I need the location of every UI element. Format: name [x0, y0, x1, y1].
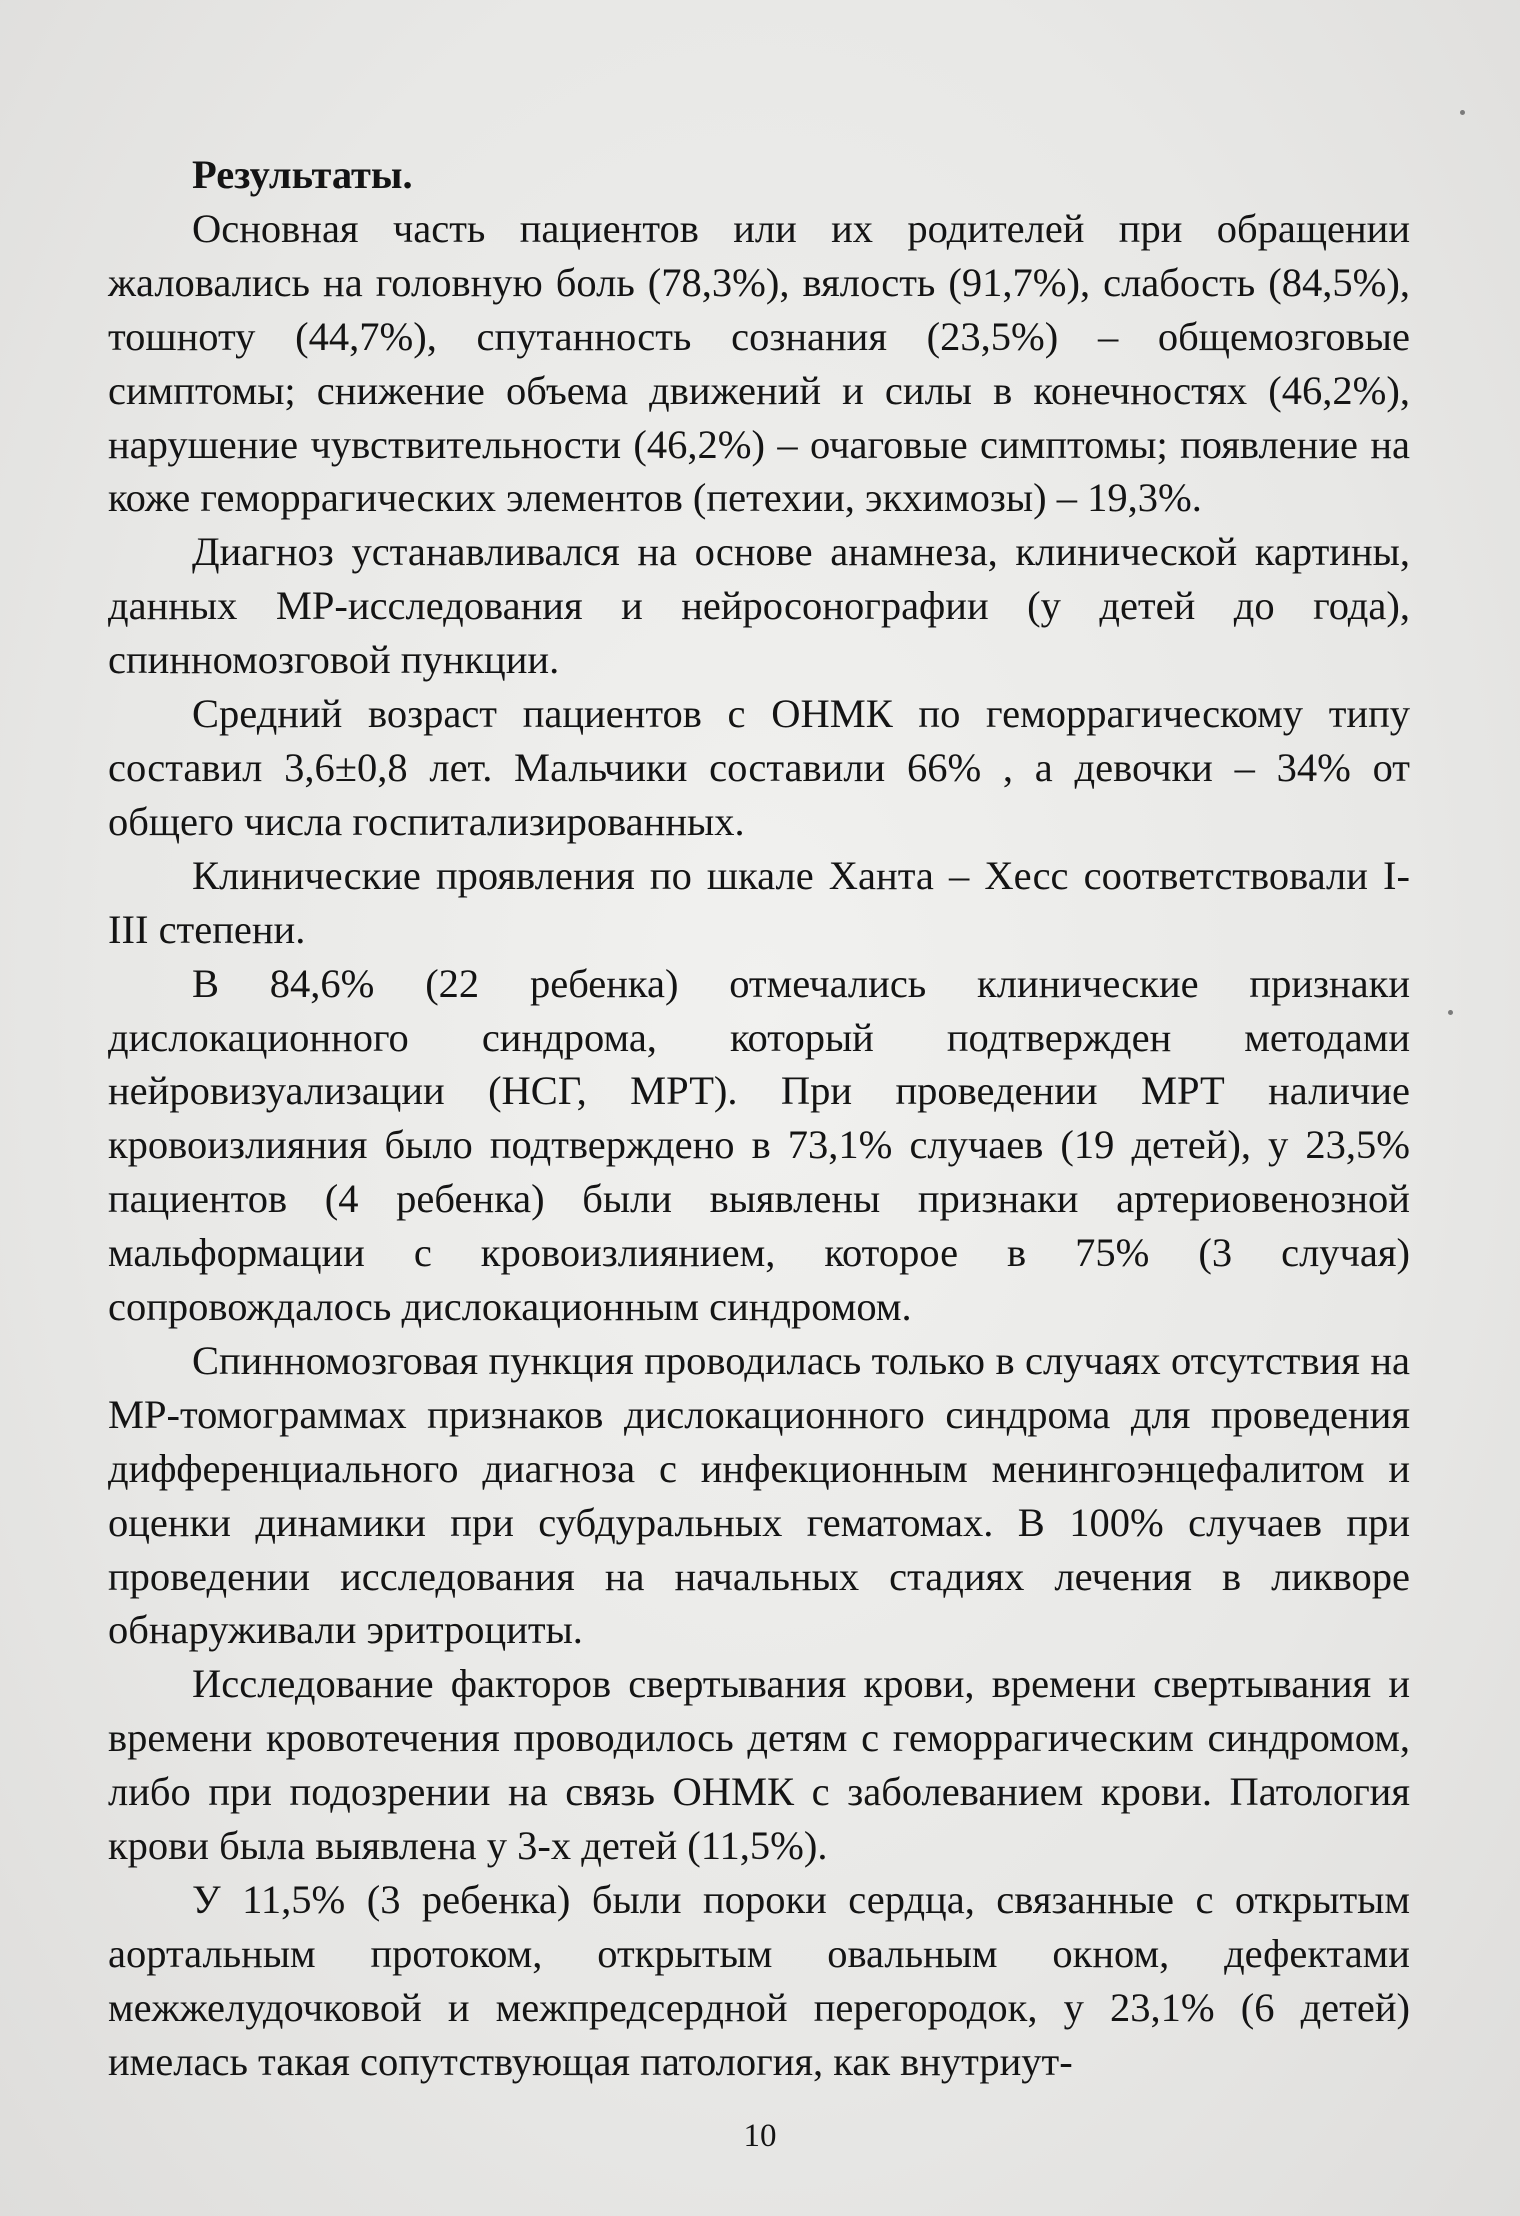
- paragraph: Диагноз устанавливался на основе анамнеза, клинической картины, данных МР-исследования и нейросонографии (у детей до года), спинномозговой пункции.: [108, 529, 1410, 683]
- page-number: 10: [743, 2118, 777, 2154]
- paragraph: Исследование факторов свертывания крови, времени свертывания и времени кровотечения проводилось детям с геморрагическим синдромом, либо при подозрении на связь ОНМК с заболеванием крови. Патология крови была выявлена у 3-х детей (11,5%).: [108, 1661, 1410, 1869]
- paragraph: У 11,5% (3 ребенка) были пороки сердца, связанные с открытым аортальным протоком, открытым овальным окном, дефектами межжелудочковой и межпредсердной перегородок, у 23,1% (6 детей) имелась такая сопутствующая патология, как внутриут-: [108, 1877, 1410, 2084]
- paragraph: В 84,6% (22 ребенка) отмечались клинические признаки дислокационного синдрома, который подтвержден методами нейровизуализации (НСГ, МРТ). При проведении МРТ наличие кровоизлияния было подтверждено в 73,1% случаев (19 детей), у 23,5% пациентов (4 ребенка) были выявлены признаки артериовенозной мальформации с кровоизлиянием, которое в 75% (3 случая) сопровождалось дислокационным синдромом.: [108, 960, 1410, 1330]
- scan-speck: [1448, 1010, 1453, 1015]
- paragraph: Спинномозговая пункция проводилась только в случаях отсутствия на МР-томограммах признаков дислокационного синдрома для проведения дифференциального диагноза с инфекционным менингоэнцефалитом и оценки динамики при субдуральных гематомах. В 100% случаев при проведении исследования на начальных стадиях лечения в ликворе обнаруживали эритроциты.: [108, 1337, 1410, 1653]
- scan-speck: [1460, 110, 1465, 115]
- paragraph: Клинические проявления по шкале Ханта – Хесс соответствовали I-III степени.: [108, 852, 1410, 952]
- section-heading: Результаты.: [192, 152, 413, 197]
- paragraph: Основная часть пациентов или их родителей при обращении жаловались на головную боль (78,3%), вялость (91,7%), слабость (84,5%), тошноту (44,7%), спутанность сознания (23,5%) – общемозговые симптомы; снижение объема движений и силы в конечностях (46,2%), нарушение чувствительности (46,2%) – очаговые симптомы; появление на коже геморрагических элементов (петехии, экхимозы) – 19,3%.: [108, 205, 1410, 521]
- paragraph: Средний возраст пациентов с ОНМК по геморрагическому типу составил 3,6±0,8 лет. Мальчики составили 66% , а девочки – 34% от общего числа госпитализированных.: [108, 691, 1410, 844]
- body-text: [108, 148, 1410, 2089]
